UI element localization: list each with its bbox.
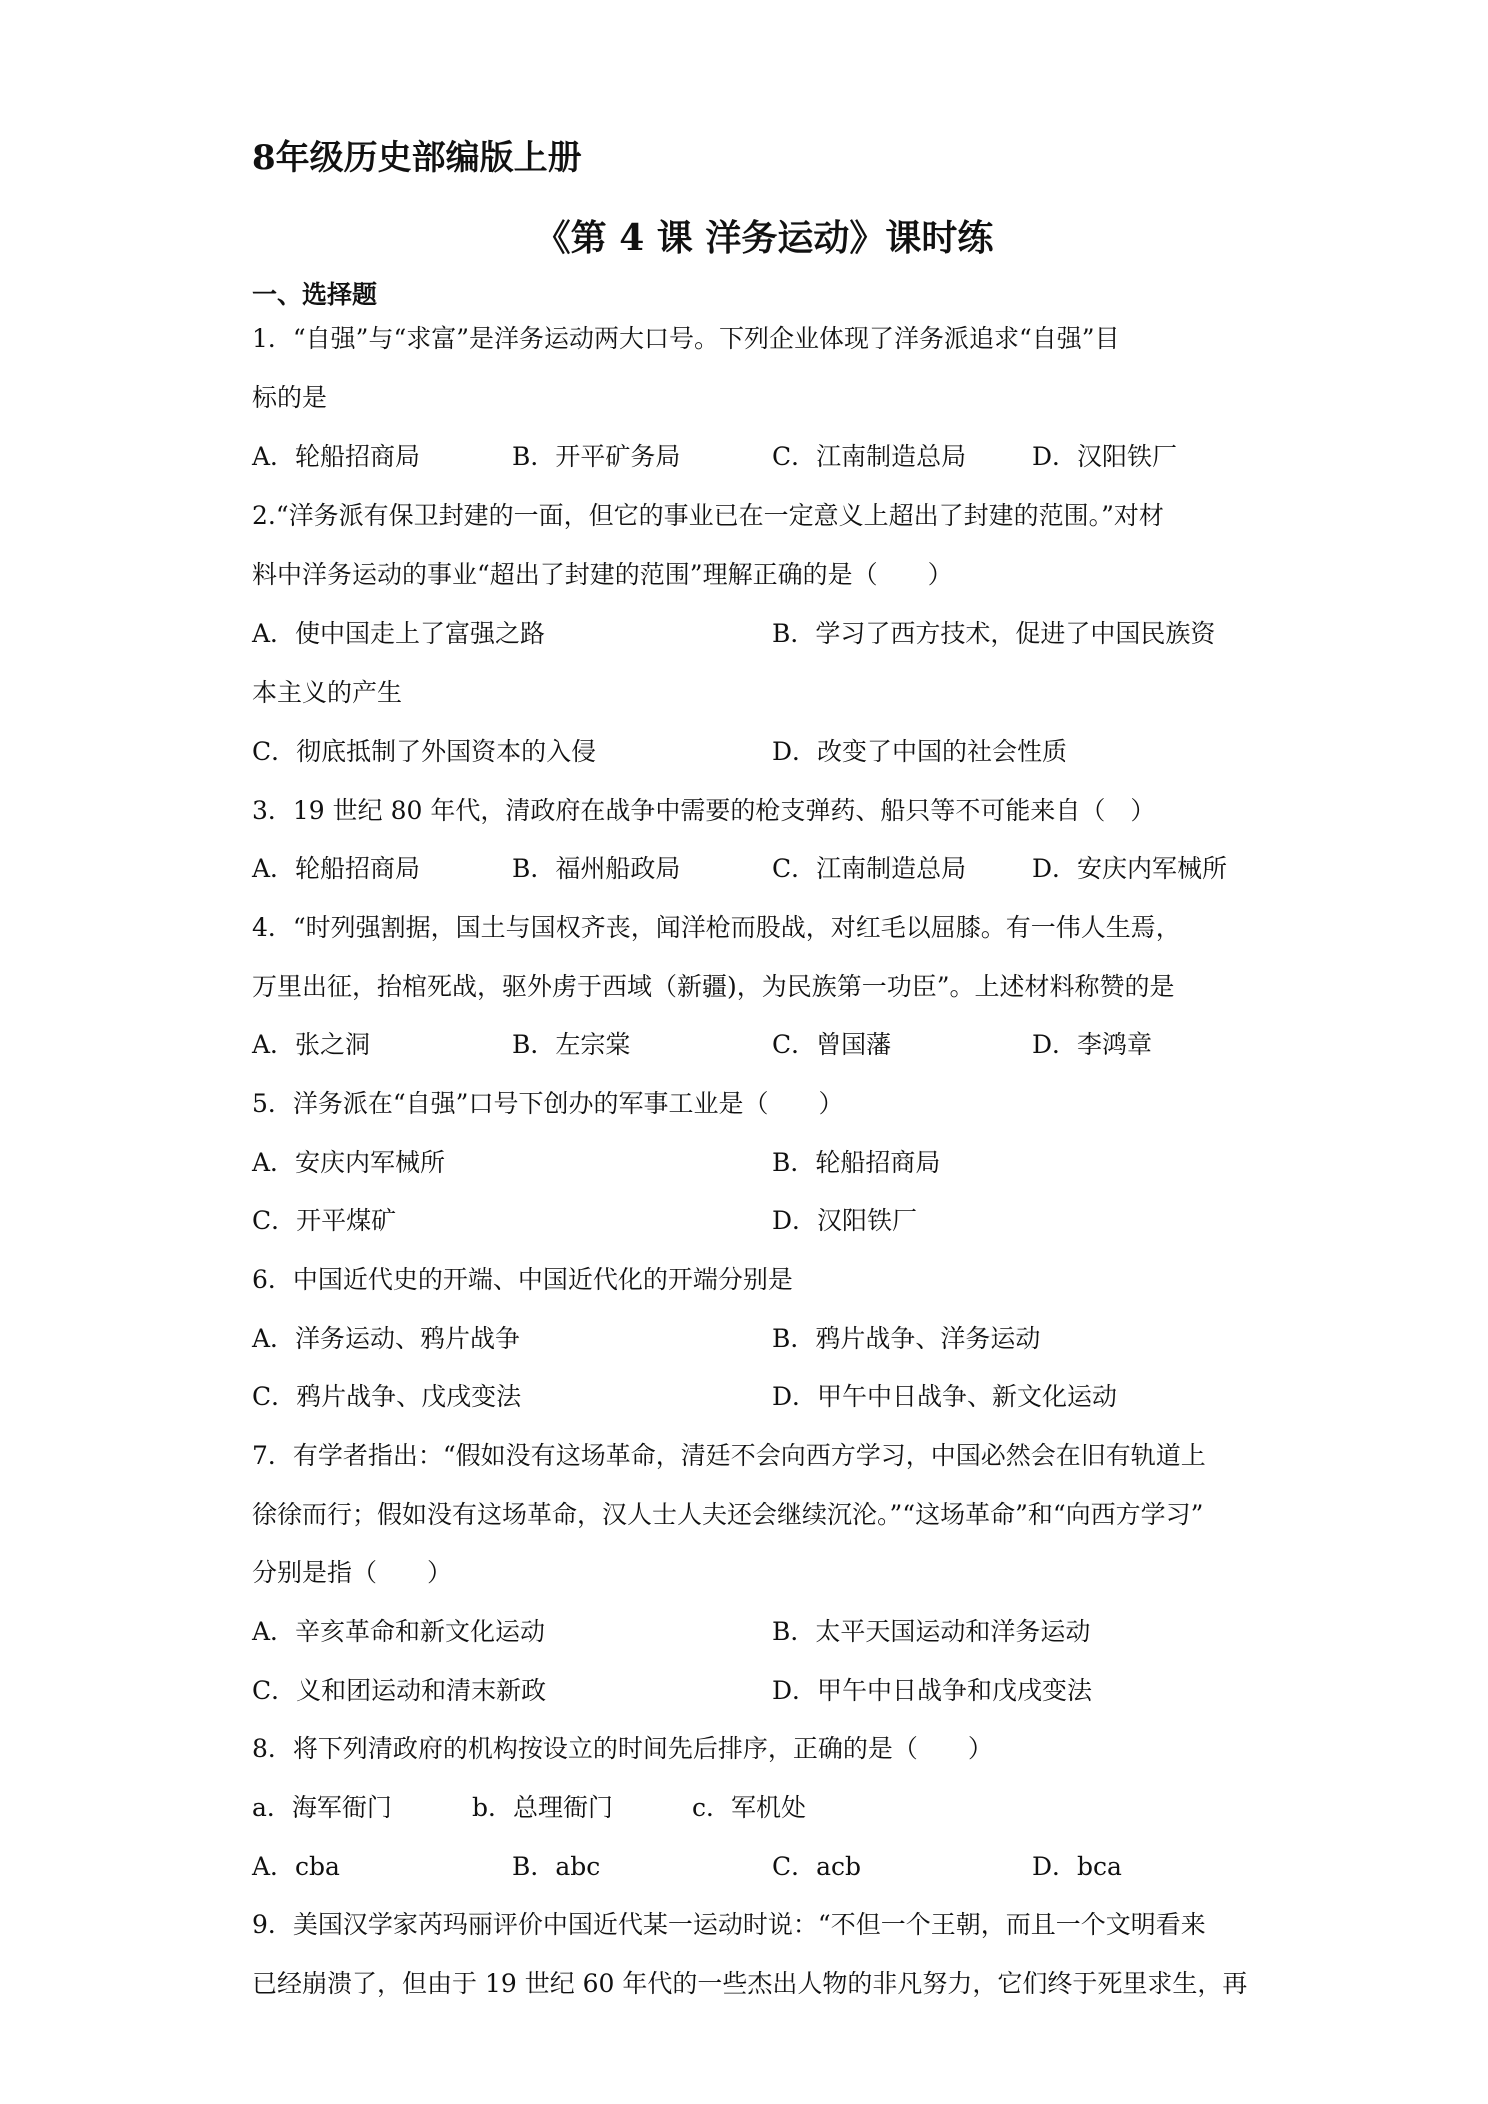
question-6-option-d: D．甲午中日战争、新文化运动 [772,1382,1118,1411]
question-2-option-b: B．学习了西方技术，促进了中国民族资 [772,619,1216,648]
question-8-option-a: A．cba [252,1852,340,1881]
section-heading: 一、选择题 [252,280,378,309]
question-9-line-2: 已经崩溃了，但由于 19 世纪 60 年代的一些杰出人物的非凡努力，它们终于死里求生，再 [252,1969,1248,1998]
question-2-line-1: 2.“洋务派有保卫封建的一面，但它的事业已在一定意义上超出了封建的范围。”对材 [252,501,1164,530]
question-3-option-c: C．江南制造总局 [772,854,967,883]
question-7-option-b: B．太平天国运动和洋务运动 [772,1617,1091,1646]
question-1-option-a: A．轮船招商局 [252,442,421,471]
question-8-option-d: D．bca [1032,1852,1122,1881]
question-7-option-d: D．甲午中日战争和戊戌变法 [772,1676,1093,1705]
question-8-item-a: a．海军衙门 [252,1793,392,1822]
question-5-line-1: 5．洋务派在“自强”口号下创办的军事工业是（ ） [252,1089,844,1118]
question-3-option-b: B．福州船政局 [512,854,681,883]
subject-heading: 8年级历史部编版上册 [252,138,582,178]
question-6-option-c: C．鸦片战争、戊戌变法 [252,1382,522,1411]
question-4-option-d: D．李鸿章 [1032,1030,1153,1059]
question-4-line-1: 4．“时列强割据，国土与国权齐丧，闻洋枪而股战，对红毛以屈膝。有一伟人生焉， [252,913,1181,942]
question-3-option-d: D．安庆内军械所 [1032,854,1228,883]
question-4-option-c: C．曾国藩 [772,1030,892,1059]
question-8-option-b: B．abc [512,1852,601,1881]
question-2-option-c: C．彻底抵制了外国资本的入侵 [252,737,597,766]
question-2-option-a: A．使中国走上了富强之路 [252,619,546,648]
question-7-line-2: 徐徐而行；假如没有这场革命，汉人士人夫还会继续沉沦。”“这场革命”和“向西方学习” [252,1500,1204,1529]
question-8-option-c: C．acb [772,1852,862,1881]
question-3-option-a: A．轮船招商局 [252,854,421,883]
question-2-option-b-cont: 本主义的产生 [252,678,403,707]
question-8-item-b: b．总理衙门 [472,1793,614,1822]
question-6-line-1: 6．中国近代史的开端、中国近代化的开端分别是 [252,1265,793,1294]
question-8-line-1: 8．将下列清政府的机构按设立的时间先后排序，正确的是（ ） [252,1734,993,1763]
question-7-line-3: 分别是指（ ） [252,1558,453,1587]
question-1-option-c: C．江南制造总局 [772,442,967,471]
question-5-option-b: B．轮船招商局 [772,1148,941,1177]
question-4-line-2: 万里出征，抬棺死战，驱外虏于西域（新疆)，为民族第一功臣”。上述材料称赞的是 [252,972,1175,1001]
question-6-option-a: A．洋务运动、鸦片战争 [252,1324,521,1353]
question-7-option-a: A．辛亥革命和新文化运动 [252,1617,546,1646]
question-4-option-a: A．张之洞 [252,1030,371,1059]
question-2-option-d: D．改变了中国的社会性质 [772,737,1068,766]
question-1-option-d: D．汉阳铁厂 [1032,442,1178,471]
question-5-option-c: C．开平煤矿 [252,1206,397,1235]
question-2-line-2: 料中洋务运动的事业“超出了封建的范围”理解正确的是（ ） [252,560,953,589]
question-6-option-b: B．鸦片战争、洋务运动 [772,1324,1041,1353]
page-title: 《第 4 课 洋务运动》课时练 [534,217,994,259]
question-3-line-1: 3．19 世纪 80 年代，清政府在战争中需要的枪支弹药、船只等不可能来自（ ） [252,796,1156,825]
question-9-line-1: 9．美国汉学家芮玛丽评价中国近代某一运动时说：“不但一个王朝，而且一个文明看来 [252,1910,1206,1939]
question-5-option-d: D．汉阳铁厂 [772,1206,918,1235]
question-7-line-1: 7．有学者指出：“假如没有这场革命，清廷不会向西方学习，中国必然会在旧有轨道上 [252,1441,1206,1470]
question-1-line-1: 1．“自强”与“求富”是洋务运动两大口号。下列企业体现了洋务派追求“自强”目 [252,324,1120,353]
question-1-line-2: 标的是 [252,383,328,412]
question-4-option-b: B．左宗棠 [512,1030,631,1059]
question-5-option-a: A．安庆内军械所 [252,1148,446,1177]
question-8-item-c: c．军机处 [692,1793,807,1822]
question-1-option-b: B．开平矿务局 [512,442,681,471]
question-7-option-c: C．义和团运动和清末新政 [252,1676,547,1705]
